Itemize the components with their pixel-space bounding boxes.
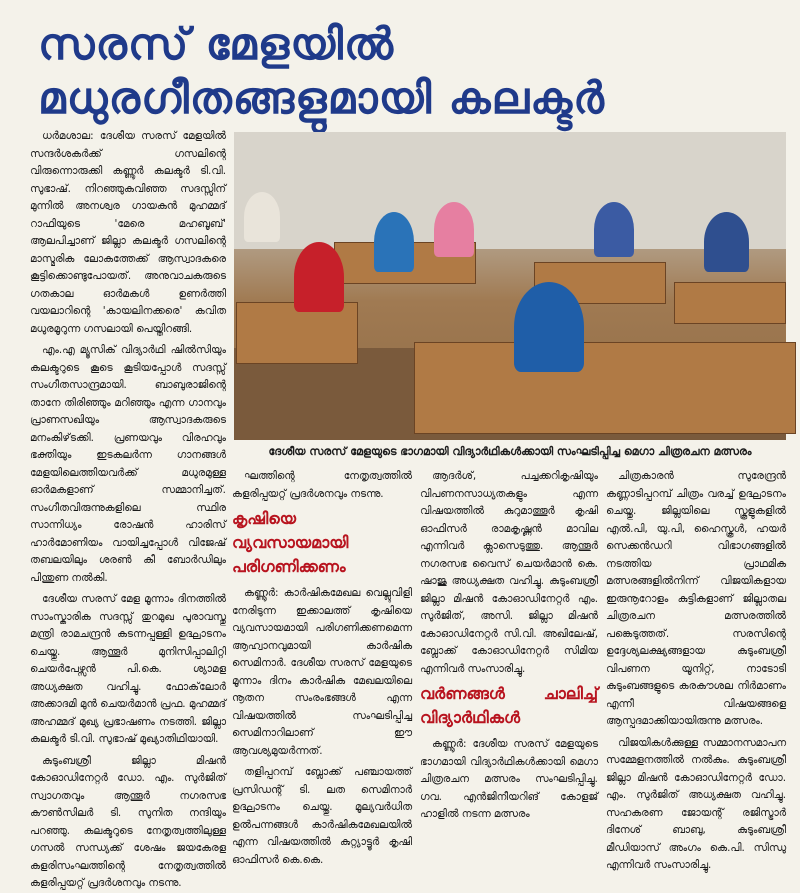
paragraph: ദേശീയ സരസ് മേള മൂന്നാം ദിനത്തിൽ സാംസ്കാരിക സദസ്സ് തുറമുഖ പുരാവസ്തു മന്ത്രി രാമചന്ദ്രൻ കടന്നപ്പള്ളി ഉദ്ഘാടനം ചെയ്തു. ആന്തൂർ മുനിസിപ്പാലിറ്റി ചെയർപേഴ്സൻ പി.കെ. ശ്യാമള അധ്യക്ഷത വഹിച്ചു. ഫോക്‌ലോർ അക്കാദമി മുൻ ചെയർമാൻ പ്രഫ. മുഹമ്മദ് അഹമ്മദ് മുഖ്യ പ്രഭാഷണം നടത്തി. ജില്ലാ കലക്ടർ ടി.വി. സുഭാഷ് മുഖ്യാതിഥിയായി. — [30, 593, 226, 745]
photo-student — [374, 212, 414, 272]
photo-student — [594, 202, 634, 257]
paragraph: തളിപ്പറമ്പ് ബ്ലോക്ക് പഞ്ചായത്ത് പ്രസിഡന്റ് ടി. ലത സെമിനാർ ഉദ്ഘാടനം ചെയ്തു. മൂല്യവർധിത ഉൽപന്നങ്ങൾ കാർഷികമേഖലയിൽ എന്ന വിഷയത്തിൽ കുറ്റ്യാട്ടൂർ കൃഷി ഓഫിസർ കെ.കെ. — [232, 766, 412, 866]
photo-caption: ദേശീയ സരസ് മേളയുടെ ഭാഗമായി വിദ്യാർഥികൾക്കായി സംഘടിപ്പിച്ച മെഗാ ചിത്രരചന മത്സരം — [268, 445, 752, 458]
paragraph: ധർമശാല: ദേശീയ സരസ് മേളയിൽ സന്ദർശകർക്ക് ഗസലിന്റെ വിരുന്നൊരുക്കി കണ്ണൂർ കലക്ടർ ടി.വി. സുഭാഷ്. നിറഞ്ഞുകവിഞ്ഞ സദസ്സിന് മുന്നിൽ അനശ്വര ഗായകൻ മുഹമ്മദ് റാഫിയുടെ 'മേരെ മഹബൂബ്' ആലപിച്ചാണ് ജില്ലാ കലക്ടർ ഗസലിന്റെ മാസ്മരിക ലോകത്തേക്ക് ആസ്വാദകരെ കൂട്ടിക്കൊണ്ടുപോയത്. അനുവാചകരുടെ ഗതകാല ഓർമകൾ ഉണർത്തി വയലാറിന്റെ 'കായലിനക്കരെ' കവിത മധുരമൂറുന്ന ഗസലായി പെയ്തിറങ്ങി. — [30, 130, 226, 335]
column-3 — [420, 468, 598, 848]
photo-desk — [674, 282, 786, 324]
column-1 — [30, 128, 226, 889]
photo-student — [434, 202, 474, 257]
photo-student — [244, 192, 280, 242]
column-2 — [232, 468, 412, 866]
paragraph: കണ്ണൂർ: കാർഷികമേഖല വെല്ലുവിളി നേരിടുന്ന ഇക്കാലത്ത് കൃഷിയെ വ്യവസായമായി പരിഗണിക്കണമെന്ന ആഹ്വാനവുമായി കാർഷിക സെമിനാർ. ദേശീയ സരസ് മേളയുടെ മൂന്നാം ദിനം കാർഷിക മേഖലയിലെ നൂതന സംരംഭങ്ങൾ എന്ന വിഷയത്തിൽ സംഘടിപ്പിച്ച സെമിനാറിലാണ് ഈ ആവശ്യമുയർന്നത്. — [232, 587, 412, 757]
column-4 — [606, 468, 786, 871]
photo-wall — [234, 132, 786, 249]
paragraph: ഘത്തിന്റെ നേതൃത്വത്തിൽ കളരിപ്പയറ്റ് പ്രദർശനവും നടന്നു. — [232, 470, 412, 500]
paragraph: എം.എ മ്യൂസിക് വിദ്യാർഥി ഷിൽസിയും കലക്ടറുടെ കൂടെ കൂടിയപ്പോൾ സദസ്സ് സംഗീതസാന്ദ്രമായി. ബാബുരാജിന്റെ താനേ തിരിഞ്ഞും മറിഞ്ഞും എന്ന ഗാനവും പ്രാണസഖിയും ആസ്വാദകരുടെ മനംകിഴ്‌ടക്കി. പ്രണയവും വിരഹവും ഭക്തിയും ഇടകലർന്ന ഗാനങ്ങൾ മേളയിലെത്തിയവർക്ക് മധുരമുള്ള ഓർമകളാണ് സമ്മാനിച്ചത്. സംഗീതവിരുന്നുകളിലെ സ്ഥിര സാന്നിധ്യം രോഷൻ ഹാരിസ് ഹാർമോണിയം വായിച്ചപ്പോൾ വിജേഷ് തബലയിലും ശരൺ കീ ബോർഡിലും പിന്തുണ നൽകി. — [30, 344, 226, 584]
paragraph: വിജയികൾക്കുള്ള സമ്മാനസമാപന സമ്മേളനത്തിൽ നൽകും. കുടുംബശ്രീ ജില്ലാ മിഷൻ കോഓഡിനേറ്റർ ഡോ. എം. സുർജിത് അധ്യക്ഷത വഹിച്ചു. സഹകരണ ജോയന്റ് രജിസ്ട്രാർ ദിനേശ് ബാബു, കുടുംബശ്രീ മീഡിയാസ് അംഗം കെ.പി. സിന്ധു എന്നിവർ സംസാരിച്ചു. — [606, 736, 786, 871]
paragraph: കണ്ണൂർ: ദേശീയ സരസ് മേളയുടെ ഭാഗമായി വിദ്യാർഥികൾക്കായി മെഗാ ചിത്രരചന മത്സരം സംഘടിപ്പിച്ചു. ഗവ. എൻജിനീയറിങ് കോളജ് ഹാളിൽ നടന്ന മത്സരം — [420, 738, 598, 820]
paragraph: ചിത്രകാരൻ സുരേന്ദ്രൻ കണ്ണാടിപ്പറമ്പ് ചിത്രം വരച്ച് ഉദ്ഘാടനം ചെയ്തു. ജില്ലയിലെ സ്കൂളുകളിൽ എൽ.പി, യു.പി, ഹൈസ്കൂൾ, ഹയർ സെക്കൻഡറി വിഭാഗങ്ങളിൽ നടത്തിയ പ്രാഥമിക മത്സരങ്ങളിൽനിന്ന് വിജയികളായ ഇരുനൂറോളം കുട്ടികളാണ് ജില്ലാതല ചിത്രരചന മത്സരത്തിൽ പങ്കെടുത്തത്. സരസിന്റെ ഉദ്ദേശ്യലക്ഷ്യങ്ങളായ കുടുംബശ്രീ വിപണന യൂനിറ്റ്, നാടോടി കുടുംബങ്ങളുടെ കരകൗശല നിർമാണം എന്നീ വിഷയങ്ങളെ ആസ്പദമാക്കിയായിരുന്നു മത്സരം. — [606, 470, 786, 727]
subheading-agriculture: കൃഷിയെ വ്യവസായമായി പരിഗണിക്കണം — [232, 509, 349, 576]
photo-desk — [414, 342, 796, 434]
article-photo — [234, 132, 786, 440]
paragraph: ആദർശ്, പച്ചക്കറികൃഷിയും വിപണനസാധ്യതകളും എന്ന വിഷയത്തിൽ കുറുമാത്തൂർ കൃഷി ഓഫിസർ രാമകൃഷ്ണൻ മാവില എന്നിവർ ക്ലാസെടുത്തു. ആന്തൂർ നഗരസഭ വൈസ് ചെയർമാൻ കെ. ഷാജു അധ്യക്ഷത വഹിച്ചു. കുടുംബശ്രീ ജില്ലാ മിഷൻ കോഓഡിനേറ്റർ എം. സുർജിത്, അസി. ജില്ലാ മിഷൻ കോഓഡിനേറ്റർ സി.വി. അഖിലേഷ്, ബ്ലോക്ക് കോഓഡിനേറ്റർ സിമിയ എന്നിവർ സംസാരിച്ചു. — [420, 470, 598, 675]
photo-student — [704, 212, 749, 272]
photo-student — [514, 282, 584, 372]
headline: സരസ് മേളയിൽ മധുരഗീതങ്ങളുമായി കലക്ടർ — [38, 19, 605, 124]
subheading-students: വർണങ്ങൾ ചാലിച്ച് വിദ്യാർഥികൾ — [420, 684, 598, 727]
photo-student — [294, 242, 344, 312]
paragraph: കുടുംബശ്രീ ജില്ലാ മിഷൻ കോഓഡിനേറ്റർ ഡോ. എം. സുർജിത് സ്വാഗതവും ആന്തൂർ നഗരസഭ കൗൺസിലർ ടി. സുനിത നന്ദിയും പറഞ്ഞു. കലക്ടറുടെ നേതൃത്വത്തിലുള്ള ഗസൽ സന്ധ്യക്ക് ശേഷം ജയകേരള കളരിസംഘത്തിന്റെ നേതൃത്വത്തിൽ കളരിപ്പയറ്റ് പ്രദർശനവും നടന്നു. — [30, 754, 226, 889]
